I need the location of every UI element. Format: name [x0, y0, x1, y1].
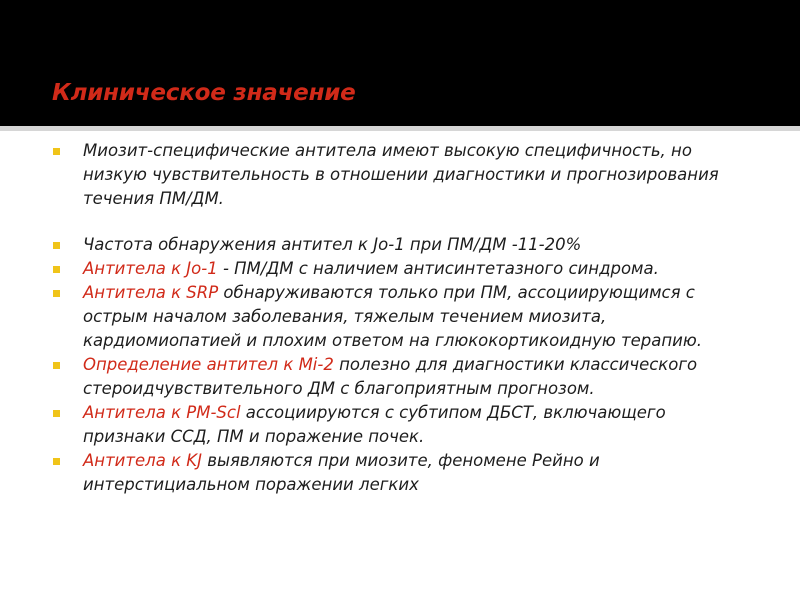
bullet-item-jo1 [52, 257, 752, 281]
square-bullet-icon [53, 266, 60, 273]
item-text: полезно для диагностики классического стероидчувствительного ДМ с благоприятным прогнозом. [83, 355, 698, 398]
slide-title: Клиническое значение [52, 80, 356, 106]
item-highlight: Антитела к SRP [83, 283, 219, 302]
square-bullet-icon [53, 458, 60, 465]
item-text: Частота обнаружения антител к Jo-1 при ПМ/ДМ -11-20% [83, 235, 582, 254]
item-highlight: Антитела к KJ [83, 451, 202, 470]
bullet-item-pmscl [52, 401, 752, 449]
square-bullet-icon [53, 362, 60, 369]
square-bullet-icon [53, 242, 60, 249]
bullet-list [52, 139, 752, 497]
bullet-item-srp [52, 281, 752, 353]
bullet-item-frequency [52, 233, 752, 257]
bullet-item-kj [52, 449, 752, 497]
item-highlight: Определение антител к Mi-2 [83, 355, 334, 374]
square-bullet-icon [53, 148, 60, 155]
bullet-item-specificity [52, 139, 752, 211]
title-band [0, 0, 800, 126]
square-bullet-icon [53, 290, 60, 297]
item-highlight: Антитела к Jo-1 [83, 259, 218, 278]
item-text: - ПМ/ДМ с наличием антисинтетазного синдрома. [217, 259, 659, 278]
bullet-item-mi2 [52, 353, 752, 401]
title-divider [0, 126, 800, 131]
item-text: ассоциируются с субтипом ДБСТ, включающего признаки ССД, ПМ и поражение почек. [83, 403, 666, 446]
item-text: обнаруживаются только при ПМ, ассоциирующимся с острым началом заболевания, тяжелым течением миозита, кардиомиопатией и плохим ответом на глюкокортикоидную терапию. [83, 283, 703, 350]
square-bullet-icon [53, 410, 60, 417]
item-text: выявляются при миозите, феномене Рейно и интерстициальном поражении легких [83, 451, 600, 494]
item-text: Миозит-специфические антитела имеют высокую специфичность, но низкую чувствительность в отношении диагностики и прогнозирования течения ПМ/ДМ. [83, 141, 719, 208]
item-highlight: Антитела к PM-Scl [83, 403, 241, 422]
